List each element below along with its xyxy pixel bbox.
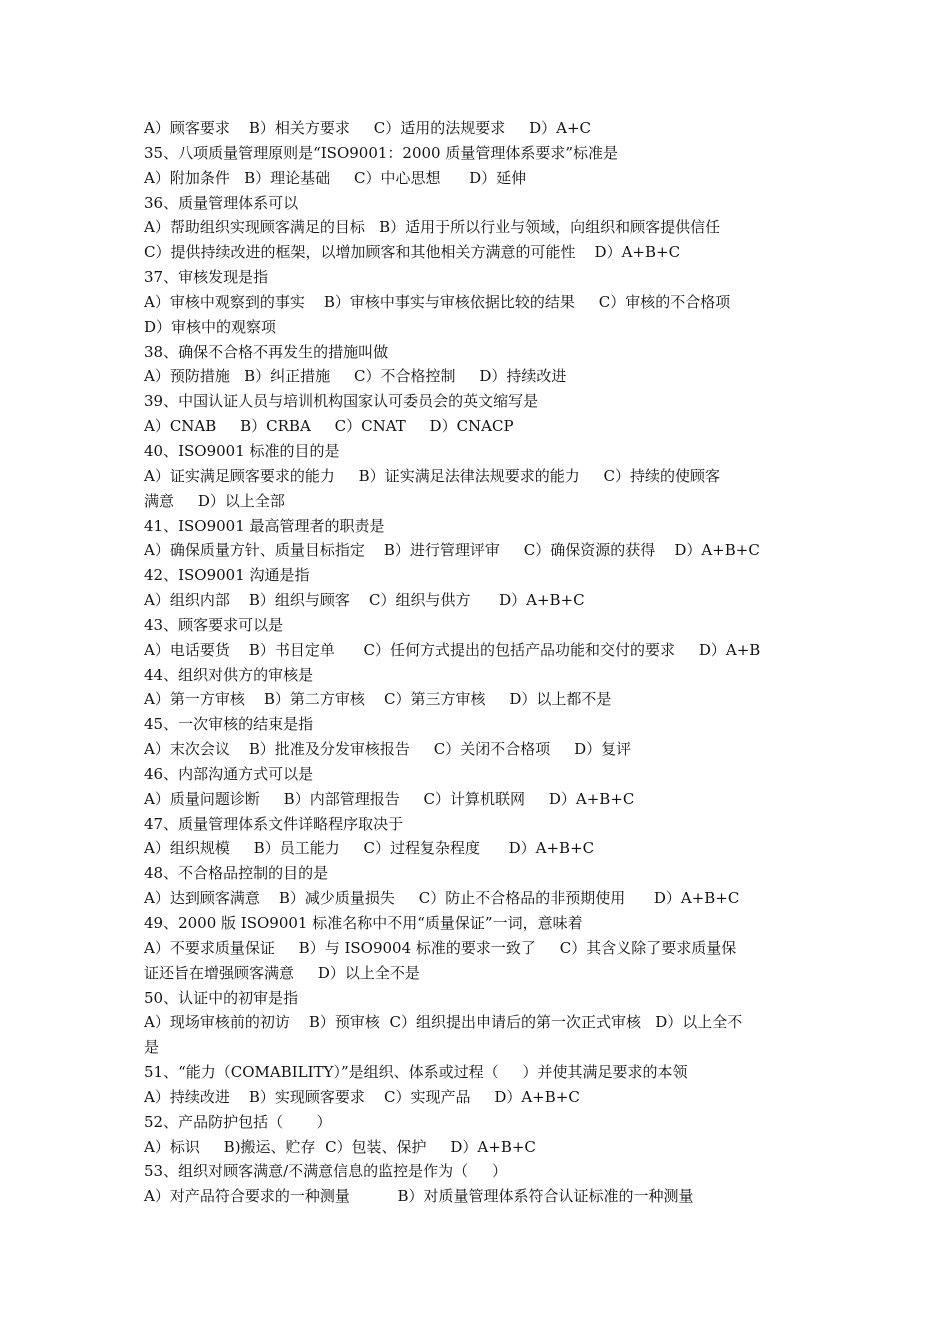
exam-questions-page [144,116,814,1209]
text-line: A）现场审核前的初访 B）预审核 C）组织提出申请后的第一次正式审核 D）以上全不 [144,1013,743,1032]
question-50: 50、认证中的初审是指 [144,988,299,1007]
text-line: A）预防措施 B）纠正措施 C）不合格控制 D）持续改进 [144,367,567,386]
text-line: A）组织内部 B）组织与顾客 C）组织与供方 D）A+B+C [144,591,585,610]
text-line: A）不要求质量保证 B）与 ISO9004 标准的要求一致了 C）其含义除了要求质量保 [144,938,737,957]
text-line: A）证实满足顾客要求的能力 B）证实满足法律法规要求的能力 C）持续的使顾客 [144,466,721,485]
question-53: 53、组织对顾客满意/不满意信息的监控是作为（ ） [144,1162,507,1181]
text-line: A）帮助组织实现顾客满足的目标 B）适用于所以行业与领域，向组织和顾客提供信任 [144,218,721,237]
question-49: 49、2000 版 ISO9001 标准名称中不用“质量保证”一词，意味着 [144,914,583,932]
text-line: A）审核中观察到的事实 B）审核中事实与审核依据比较的结果 C）审核的不合格项 [144,292,731,311]
text-line: 证还旨在增强顾客满意 D）以上全不是 [144,963,420,982]
question-44: 44、组织对供方的审核是 [144,665,314,684]
question-45: 45、一次审核的结束是指 [144,715,314,734]
text-line: A）质量问题诊断 B）内部管理报告 C）计算机联网 D）A+B+C [144,789,635,808]
text-line: A）附加条件 B）理论基础 C）中心思想 D）延伸 [144,168,527,187]
question-39: 39、中国认证人员与培训机构国家认可委员会的英文缩写是 [144,392,539,411]
question-51: 51、“能力（COMABILITY）”是组织、体系或过程（ ）并使其满足要求的本领 [144,1063,688,1082]
question-41: 41、ISO9001 最高管理者的职责是 [144,516,385,535]
text-line: D）审核中的观察项 [144,317,277,336]
text-line: A）确保质量方针、质量目标指定 B）进行管理评审 C）确保资源的获得 D）A+B+C [144,541,760,560]
question-36: 36、质量管理体系可以 [144,193,299,212]
question-43: 43、顾客要求可以是 [144,615,284,634]
question-37: 37、审核发现是指 [144,268,269,287]
text-line: A）第一方审核 B）第二方审核 C）第三方审核 D）以上都不是 [144,690,612,709]
text-line: A）电话要货 B）书目定单 C）任何方式提出的包括产品功能和交付的要求 D）A+B [144,640,761,659]
question-47: 47、质量管理体系文件详略程序取决于 [144,814,404,833]
text-line: A）标识 B)搬运、贮存 C）包装、保护 D）A+B+C [144,1137,536,1156]
text-line: 满意 D）以上全部 [144,491,285,510]
text-line: A）持续改进 B）实现顾客要求 C）实现产品 D）A+B+C [144,1087,580,1106]
text-line: A）末次会议 B）批准及分发审核报告 C）关闭不合格项 D）复评 [144,740,632,759]
text-line: A）组织规模 B）员工能力 C）过程复杂程度 D）A+B+C [144,839,595,858]
question-42: 42、ISO9001 沟通是指 [144,566,310,585]
question-35: 35、八项质量管理原则是“ISO9001：2000 质量管理体系要求”标准是 [144,143,619,162]
question-48: 48、不合格品控制的目的是 [144,864,329,883]
text-line: A）达到顾客满意 B）减少质量损失 C）防止不合格品的非预期使用 D）A+B+C [144,889,740,908]
text-line: C）提供持续改进的框架，以增加顾客和其他相关方满意的可能性 D）A+B+C [144,243,681,262]
question-38: 38、确保不合格不再发生的措施叫做 [144,342,389,361]
question-46: 46、内部沟通方式可以是 [144,764,314,783]
question-40: 40、ISO9001 标准的目的是 [144,441,340,460]
text-line: A）顾客要求 B）相关方要求 C）适用的法规要求 D）A+C [144,119,591,137]
text-line: 是 [144,1038,160,1057]
text-line: A）对产品符合要求的一种测量 B）对质量管理体系符合认证标准的一种测量 [144,1187,694,1206]
text-line: A）CNAB B）CRBA C）CNAT D）CNACP [144,417,514,436]
question-52: 52、产品防护包括（ ） [144,1112,332,1131]
